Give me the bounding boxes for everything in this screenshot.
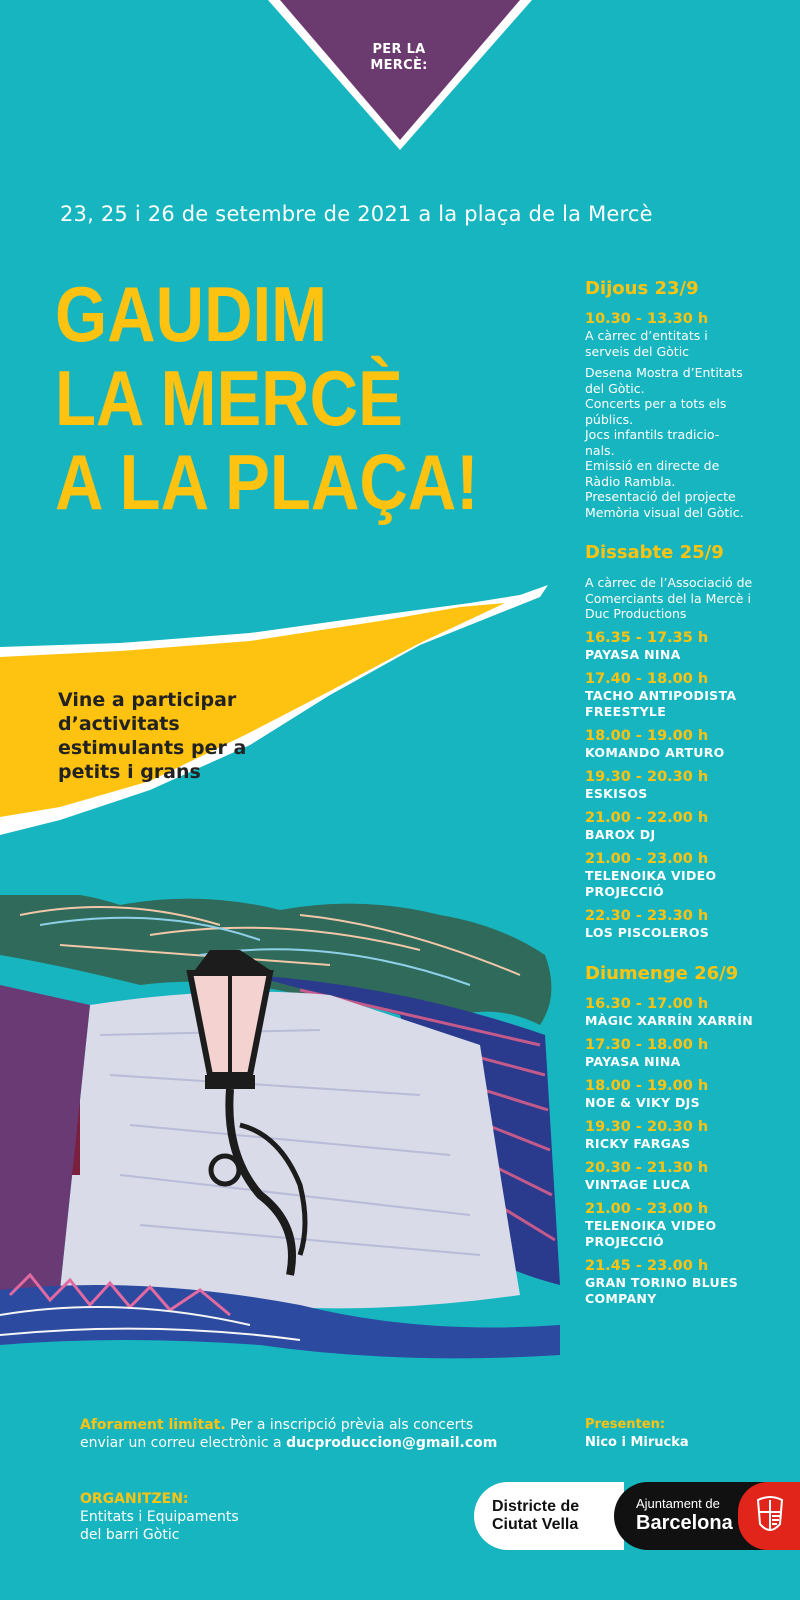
day-thursday xyxy=(585,278,790,520)
slot-time: 21.45 - 23.00 h xyxy=(585,1257,709,1274)
slot-time: 20.30 - 21.30 h xyxy=(585,1159,709,1176)
title-line-2: LA MERCÈ xyxy=(55,354,403,442)
saturday-intro xyxy=(585,575,790,622)
ajuntament-line-2: Barcelona xyxy=(636,1512,733,1534)
banner-text xyxy=(340,42,458,74)
desc-line: Desena Mostra d’Entitats xyxy=(585,365,743,380)
presenters xyxy=(585,1416,689,1452)
schedule-slot xyxy=(585,1258,790,1307)
slot-time: 17.30 - 18.00 h xyxy=(585,1036,709,1053)
slot-act: FREESTYLE xyxy=(585,703,667,719)
organizers-line-1: Entitats i Equipaments xyxy=(80,1509,239,1525)
desc-line: Memòria visual del Gòtic. xyxy=(585,504,744,520)
lantern-painting-illustration xyxy=(0,895,570,1395)
ajuntament-line-1: Ajuntament de xyxy=(636,1496,720,1511)
banner-triangle xyxy=(268,0,532,155)
title-line-3: A LA PLAÇA! xyxy=(55,438,479,526)
desc-line: Emissió en directe de xyxy=(585,458,720,473)
schedule-slot xyxy=(585,1037,790,1070)
page-title xyxy=(55,272,479,524)
slot-act: KOMANDO ARTURO xyxy=(585,744,725,760)
schedule-slot xyxy=(585,1078,790,1111)
flag-message xyxy=(58,688,288,784)
desc-line: del Gòtic. xyxy=(585,380,645,396)
schedule-slot xyxy=(585,851,790,900)
slot-time: 18.00 - 19.00 h xyxy=(585,1077,709,1094)
slot-time: 17.40 - 18.00 h xyxy=(585,670,709,687)
capacity-text: Per a inscripció prèvia als concerts xyxy=(225,1417,474,1433)
schedule-slot xyxy=(585,630,790,663)
slot-act: TELENOIKA VIDEO xyxy=(585,867,717,883)
day-sunday xyxy=(585,963,790,1307)
slot-time: 16.30 - 17.00 h xyxy=(585,995,709,1012)
title-line-1: GAUDIM xyxy=(55,270,328,358)
email-prefix: enviar un correu electrònic a xyxy=(80,1435,287,1451)
day-heading: Dijous 23/9 xyxy=(585,278,699,299)
slot-act: VINTAGE LUCA xyxy=(585,1176,691,1192)
flag-line-1: Vine a participar xyxy=(58,689,237,711)
slot-act: COMPANY xyxy=(585,1290,657,1306)
slot-act: MÀGIC XARRÍN XARRÍN xyxy=(585,1012,753,1028)
flag-line-2: d’activitats xyxy=(58,713,180,735)
presenters-value: Nico i Mirucka xyxy=(585,1435,689,1450)
flag-line-3: estimulants per a xyxy=(58,737,247,759)
organizers-line-2: del barri Gòtic xyxy=(80,1527,180,1543)
organizers-label: ORGANITZEN: xyxy=(80,1491,189,1507)
desc-line: Duc Productions xyxy=(585,606,687,621)
desc-line: Presentació del projecte xyxy=(585,489,736,504)
slot-act: TELENOIKA VIDEO xyxy=(585,1217,717,1233)
slot-time: 10.30 - 13.30 h xyxy=(585,311,709,327)
schedule-slot xyxy=(585,908,790,941)
schedule-slot xyxy=(585,1201,790,1250)
schedule-slot xyxy=(585,769,790,802)
slot-time: 19.30 - 20.30 h xyxy=(585,768,709,785)
desc-line: Comerciants del la Mercè i xyxy=(585,590,751,606)
schedule-slot xyxy=(585,728,790,761)
slot-act: PAYASA NINA xyxy=(585,1053,681,1069)
banner-line-2: MERCÈ: xyxy=(370,58,428,73)
slot-act: PROJECCIÓ xyxy=(585,883,664,899)
schedule-slot xyxy=(585,810,790,843)
district-logo xyxy=(474,1482,624,1550)
sponsor-logos xyxy=(474,1482,800,1550)
email-link[interactable]: ducproduccion@gmail.com xyxy=(286,1435,498,1451)
event-dates: 23, 25 i 26 de setembre de 2021 a la plaça de la Mercè xyxy=(60,202,653,226)
flag-line-4: petits i grans xyxy=(58,761,201,783)
organizers xyxy=(80,1490,239,1544)
desc-line: públics. xyxy=(585,411,634,427)
desc-line: Jocs infantils tradicio- xyxy=(585,427,720,442)
day-heading: Diumenge 26/9 xyxy=(585,962,739,984)
district-line-2: Ciutat Vella xyxy=(492,1516,579,1533)
slot-act: GRAN TORINO BLUES xyxy=(585,1274,739,1290)
slot-time: 21.00 - 23.00 h xyxy=(585,1200,709,1217)
desc-line: A càrrec d’entitats i xyxy=(585,328,708,343)
day-saturday xyxy=(585,542,790,941)
thursday-description xyxy=(585,328,790,520)
slot-time: 19.30 - 20.30 h xyxy=(585,1118,709,1135)
capacity-label: Aforament limitat. xyxy=(80,1417,226,1433)
schedule-slot xyxy=(585,1160,790,1193)
slot-act: LOS PISCOLEROS xyxy=(585,924,710,940)
banner-line-1: PER LA xyxy=(372,42,426,57)
desc-line: serveis del Gòtic xyxy=(585,343,690,359)
slot-act: BAROX DJ xyxy=(585,826,656,842)
slot-act: RICKY FARGAS xyxy=(585,1135,691,1151)
barcelona-shield-icon xyxy=(738,1482,800,1550)
registration-note xyxy=(80,1416,497,1452)
presenters-label: Presenten: xyxy=(585,1417,666,1432)
schedule-column xyxy=(585,278,790,1315)
day-heading: Dissabte 25/9 xyxy=(585,542,724,563)
slot-time: 21.00 - 23.00 h xyxy=(585,850,709,867)
slot-time: 21.00 - 22.00 h xyxy=(585,809,709,826)
slot-time: 18.00 - 19.00 h xyxy=(585,727,709,744)
slot-act: PAYASA NINA xyxy=(585,646,681,662)
schedule-slot xyxy=(585,1119,790,1152)
schedule-slot xyxy=(585,996,790,1029)
slot-act: ESKISOS xyxy=(585,785,648,801)
slot-time: 16.35 - 17.35 h xyxy=(585,629,709,646)
district-line-1: Districte de xyxy=(492,1498,580,1515)
slot-act: TACHO ANTIPODISTA xyxy=(585,687,737,703)
slot-time: 22.30 - 23.30 h xyxy=(585,907,709,924)
desc-line: Ràdio Rambla. xyxy=(585,473,676,489)
schedule-slot xyxy=(585,671,790,720)
slot-act: NOE & VIKY DJS xyxy=(585,1094,700,1110)
desc-line: nals. xyxy=(585,442,615,458)
desc-line: Concerts per a tots els xyxy=(585,396,727,411)
slot-act: PROJECCIÓ xyxy=(585,1233,664,1249)
desc-line: A càrrec de l’Associació de xyxy=(585,575,753,590)
